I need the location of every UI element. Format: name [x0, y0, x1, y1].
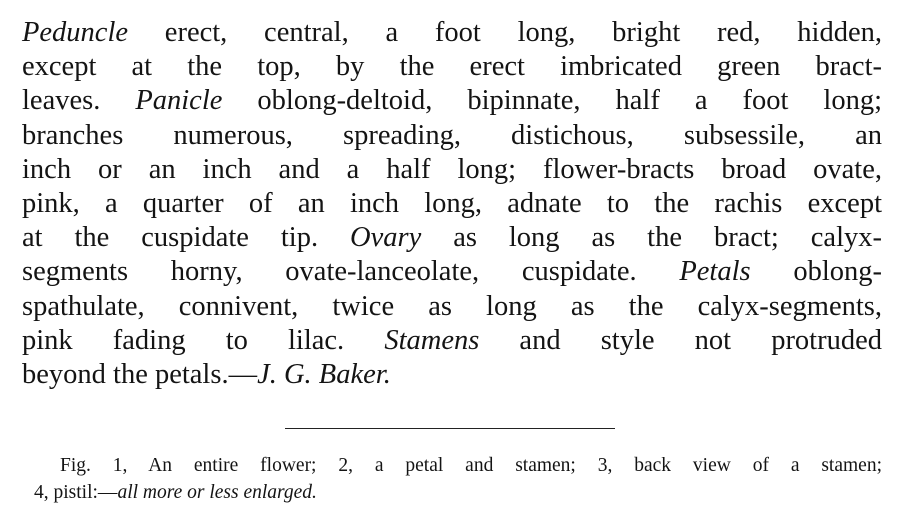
text-run: and style not protruded: [479, 324, 882, 356]
figure-caption: [34, 452, 882, 506]
description-line: [22, 50, 882, 84]
text-run: pink, a quarter of an inch long, adnate to the rachis except: [22, 187, 882, 219]
text-run: oblong-: [750, 256, 882, 288]
text-run: branches numerous, spreading, distichous, subsessile, an: [22, 119, 882, 151]
text-run: all more or less enlarged.: [117, 482, 317, 503]
text-run: Peduncle: [22, 17, 129, 48]
text-run: as long as the bract; calyx-: [421, 222, 882, 254]
text-run: leaves.: [22, 85, 136, 117]
description-line: [22, 16, 882, 50]
description-line: [22, 358, 882, 392]
text-run: erect, central, a foot long, bright red, hidden,: [128, 17, 882, 48]
text-run: spathulate, connivent, twice as long as the calyx-segments,: [22, 290, 882, 322]
text-run: pink fading to lilac.: [22, 324, 385, 356]
description-line: [22, 255, 882, 289]
text-run: Ovary: [350, 222, 422, 254]
text-run: inch or an inch and a half long; flower-bracts broad ovate,: [22, 153, 882, 185]
text-run: Petals: [679, 256, 751, 288]
text-run: beyond the petals.—: [22, 358, 258, 390]
caption-line: [34, 479, 882, 506]
text-run: Fig. 1, An entire flower; 2, a petal and stamen; 3, back view of a stamen;: [60, 455, 882, 476]
author-credit: J. G. Baker.: [257, 358, 391, 390]
text-run: 4, pistil:—: [34, 482, 118, 503]
description-line: [22, 187, 882, 221]
text-run: Stamens: [384, 324, 480, 356]
description-line: [22, 153, 882, 187]
text-run: oblong-deltoid, bipinnate, half a foot long;: [222, 85, 882, 117]
description-line: [22, 119, 882, 153]
text-run: Panicle: [135, 85, 223, 117]
description-line: [22, 290, 882, 324]
description-line: [22, 221, 882, 255]
caption-line: [60, 452, 882, 479]
section-divider: [285, 428, 615, 429]
description-line: [22, 324, 882, 358]
description-line: [22, 84, 882, 118]
text-run: at the cuspidate tip.: [22, 222, 351, 254]
species-description: [22, 16, 882, 392]
text-run: segments horny, ovate-lanceolate, cuspidate.: [22, 256, 680, 288]
text-run: except at the top, by the erect imbricated green bract-: [22, 51, 882, 83]
